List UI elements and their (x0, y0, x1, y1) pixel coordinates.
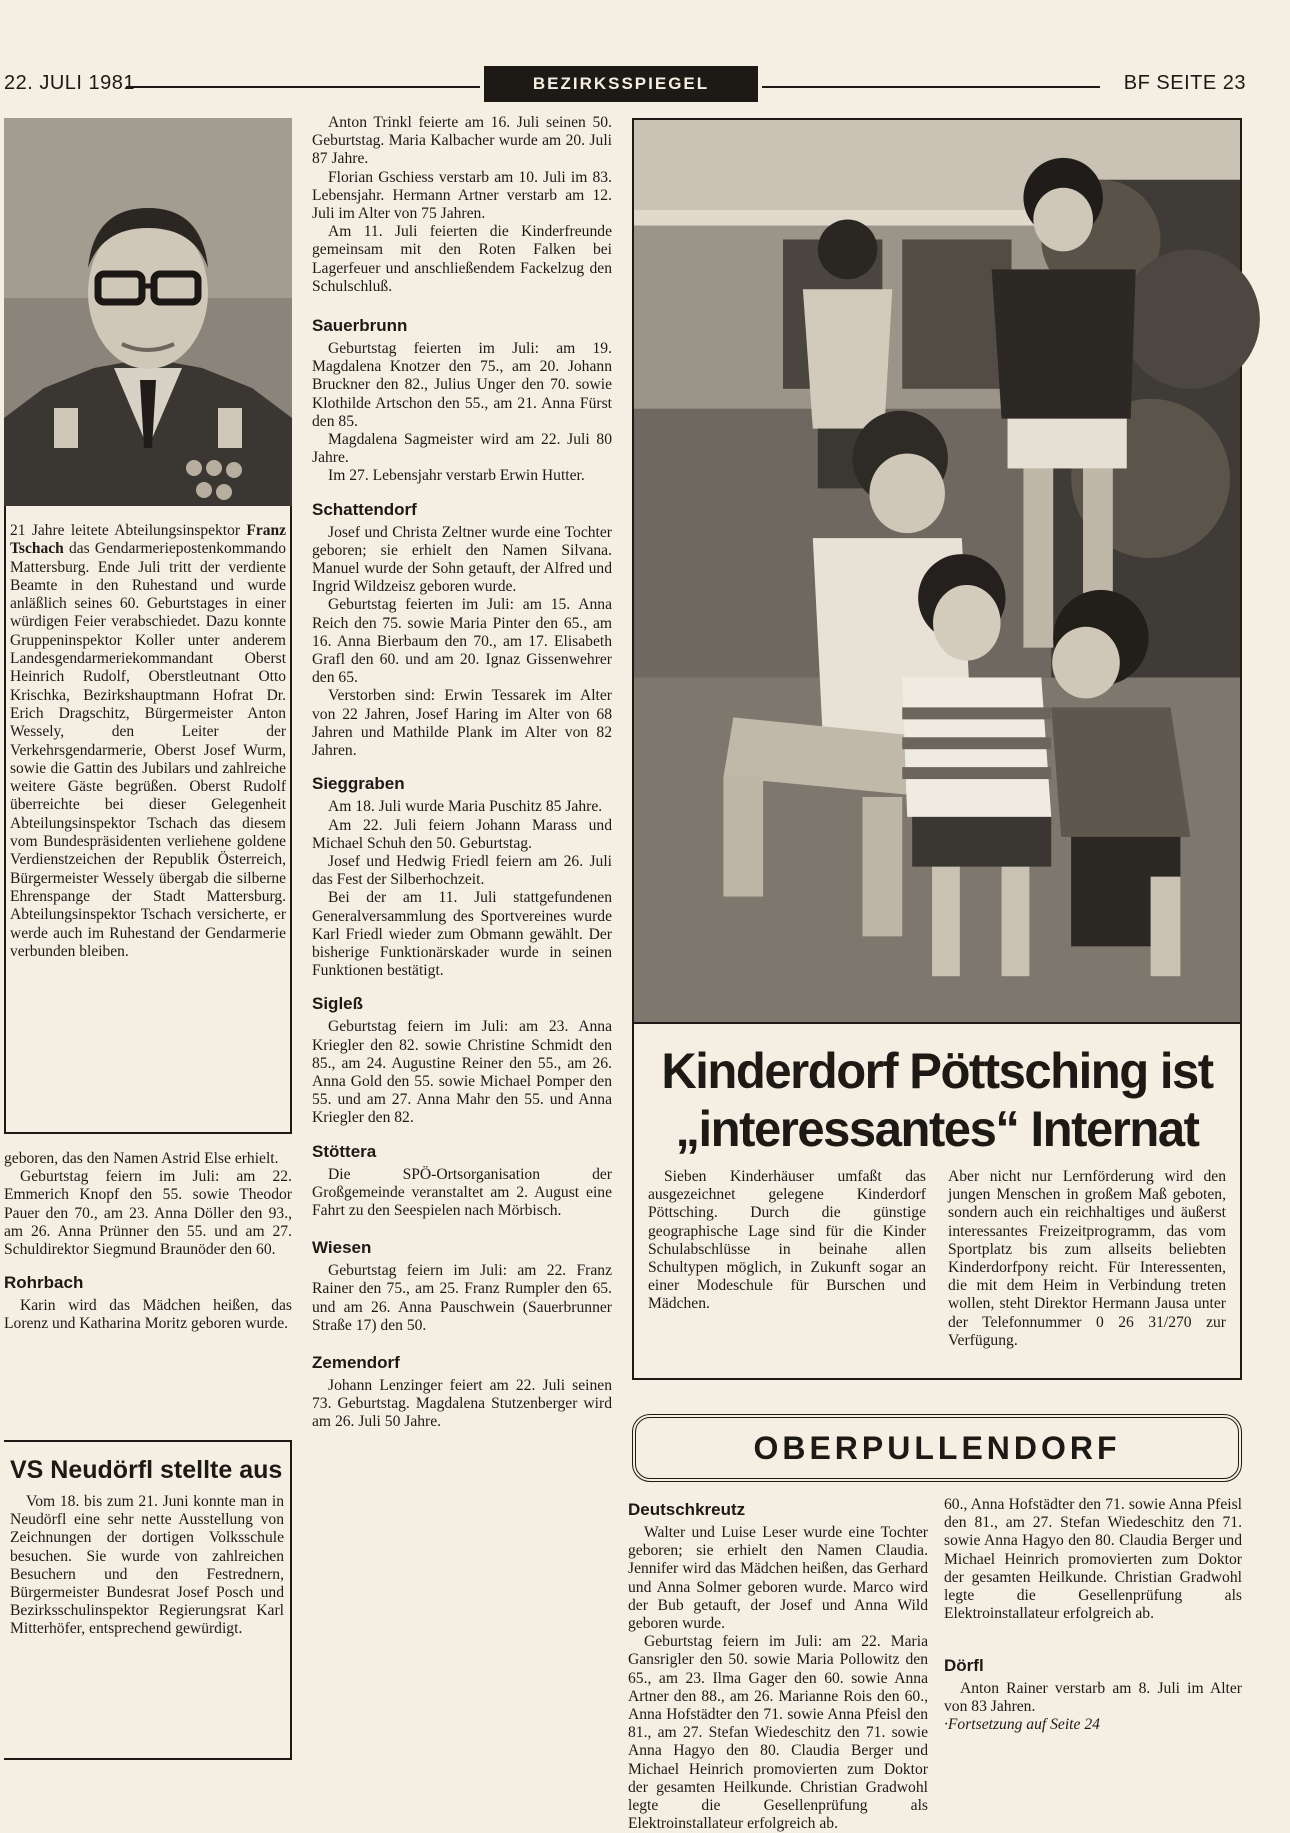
caption-name: Franz Tschach (10, 522, 286, 558)
section-label-box (484, 66, 758, 102)
heading-stoettera: Stöttera (312, 1141, 377, 1161)
col2-intro-3: Am 11. Juli feierten die Kinderfreunde gemeinsam mit den Roten Falken bei Lagerfeuer und anschließendem Fackelzug den Schulschluß. (312, 223, 612, 295)
kinderdorf-text-b: Aber nicht nur Lernförderung wird den jungen Menschen in großem Maß geboten, sondern auch ein reichhaltiges und äußerst interessantes Freizeitprogramm, das vom Sportplatz bis zum allseits beliebten Kinderdorfpony reicht. Für Interessenten, die mit dem Heim in Verbindung treten wollen, steht Direktor Hermann Jausa unter der Telefonnummer 0 26 31/270 zur Verfügung. (948, 1168, 1226, 1349)
schattendorf-p1: Josef und Christa Zeltner wurde eine Tochter geboren; sie erhielt den Namen Silvana. Manuel wurde der Sohn getauft, der Alfred und Ingrid Wildzeisz geboren wurde. (312, 523, 612, 596)
header-rule-right (762, 86, 1100, 88)
caption-part-1: 21 Jahre leitete Abteilungsinspektor (10, 522, 247, 539)
vs-neudoerfl-title: VS Neudörfl stellte aus (10, 1456, 283, 1484)
sieggraben-p3: Josef und Hedwig Friedl feiern am 26. Juli das Fest der Silberhochzeit. (312, 852, 612, 889)
header-rule-left (126, 86, 480, 88)
oberpullendorf-banner (632, 1414, 1242, 1482)
sauerbrunn-p2: Magdalena Sagmeister wird am 22. Juli 80 Jahre. (312, 431, 612, 467)
heading-deutschkreutz: Deutschkreutz (628, 1500, 746, 1519)
deutschkreutz-col (628, 1484, 928, 1833)
heading-rohrbach: Rohrbach (4, 1273, 84, 1293)
col1-p1: geboren, das den Namen Astrid Else erhielt. (4, 1150, 279, 1167)
sigless-p1: Geburtstag feiern im Juli: am 23. Anna Kriegler den 82. sowie Christine Schmidt den 85., am 24. Augustine Reiner den 55., am 26. Anna Gold den 55. sowie Michael Pomper den 55. und am 27. Anna Mahr den 55. und Anna Kriegler den 82. (312, 1018, 612, 1127)
sieggraben-p1: Am 18. Juli wurde Maria Puschitz 85 Jahre. (328, 798, 603, 816)
deutschkreutz-p2-continued: 60., Anna Hofstädter den 71. sowie Anna Pfeisl den 81., am 27. Stefan Wiedeschitz den 71. sowie Anna Hagyo den 80. Claudia Berger und Michael Heinrich promovierten zum Doktor der gesamten Heilkunde. Christian Gradwohl legte die Gesellenprüfung als Elektroinstallateur erfolgreich ab. (944, 1496, 1242, 1623)
heading-sieggraben: Sieggraben (312, 774, 405, 794)
kinderdorf-article-box (632, 1024, 1242, 1380)
deutschkreutz-p2: Geburtstag feiern im Juli: am 22. Maria Gansrigler den 50. sowie Maria Pollowitz den 65., am 23. Ilma Gager den 60. sowie Anna Artner den 88., am 26. Marianne Rois den 60., Anna Hofstädter den 71. sowie Anna Pfeisl den 81., am 27. Stefan Wiedeschitz den 71. sowie Anna Hagyo den 80. Claudia Berger und Michael Heinrich promovierten zum Doktor der gesamten Heilkunde. Christian Gradwohl legte die Gesellenprüfung als Elektroinstallateur erfolgreich ab. (628, 1633, 928, 1833)
heading-sigless: Sigleß (312, 994, 364, 1014)
heading-wiesen: Wiesen (312, 1238, 372, 1258)
portrait-caption-box (4, 506, 292, 1134)
heading-zemendorf: Zemendorf (312, 1352, 400, 1372)
heading-sauerbrunn: Sauerbrunn (312, 316, 408, 336)
vs-neudoerfl-box (4, 1440, 292, 1760)
wiesen-p1: Geburtstag feiern im Juli: am 22. Franz Rainer den 75., am 25. Franz Rumpler den 65. und am 26. Anna Pauschwein (Sauerbrunner Straße 17) den 50. (312, 1262, 612, 1334)
deutschkreutz-p1: Walter und Luise Leser wurde eine Tochter geboren; sie erhielt den Namen Claudia. Jennifer wird das Mädchen heißen, das Gerhard und Anna Solmer geboren wurde. Marco wird der Bub getauft, der Josef und Anna Wild geboren wurde. (628, 1524, 928, 1633)
sauerbrunn-p3: Im 27. Lebensjahr verstarb Erwin Hutter. (328, 467, 585, 485)
fortsetzung-link[interactable]: ·Fortsetzung auf Seite 24 (944, 1716, 1100, 1734)
section-label: BEZIRKSSPIEGEL (532, 74, 710, 93)
oberpullendorf-col2 (944, 1496, 1242, 1735)
sauerbrunn-p1: Geburtstag feierten im Juli: am 19. Magdalena Knotzer den 75., am 20. Johann Bruckner den 82., Julius Unger den 70. sowie Klothilde Artschon den 55., am 21. Anna Fürst den 85. (312, 340, 612, 430)
fortsetzung-text: Fortsetzung auf Seite 24 (947, 1716, 1100, 1734)
schattendorf-p3: Verstorben sind: Erwin Tessarek im Alter von 22 Jahren, Josef Haring im Alter von 68 Jahren und Mathilde Plank im Alter von 82 Jahren. (312, 687, 612, 760)
sieggraben-p2: Am 22. Juli feiern Johann Marass und Michael Schuh den 50. Geburtstag. (312, 816, 612, 852)
zemendorf-p1: Johann Lenzinger feiert am 22. Juli seinen 73. Geburtstag. Magdalena Stutzenberger wird am 26. Juli 50 Jahre. (312, 1376, 612, 1431)
kinderdorf-text (634, 1158, 1240, 1350)
stoettera-p1: Die SPÖ-Ortsorganisation der Großgemeinde veranstaltet am 2. August eine Fahrt zu den Seespielen nach Mörbisch. (312, 1165, 612, 1219)
kinderdorf-image (634, 120, 1240, 1022)
portrait-photo (4, 118, 292, 506)
heading-doerfl: Dörfl (944, 1656, 984, 1675)
vs-neudoerfl-text: Vom 18. bis zum 21. Juni konnte man in Neudörfl eine sehr nette Ausstellung von Zeichnungen der dortigen Volksschule besuchen. Sie wurde von zahlreichen Besuchern und den Festrednern, Bürgermeister Bundesrat Josef Posch und Bezirksschulinspektor Regierungsrat Karl Mitterhöfer, entsprechend gewürdigt. (10, 1493, 284, 1638)
sieggraben-p4: Bei der am 11. Juli stattgefundenen Generalversammlung des Sportvereines wurde Karl Friedl wieder zum Obmann gewählt. Der bisherige Funktionärskader wurde in seinen Funktionen bestätigt. (312, 889, 612, 980)
col2 (312, 114, 612, 1432)
kinderdorf-headline-1: Kinderdorf Pöttsching ist (661, 1043, 1213, 1099)
kinderdorf-headline-2: „interessantes“ Internat (675, 1101, 1199, 1157)
col1-p2: Geburtstag feiern im Juli: am 22. Emmerich Knopf den 55. sowie Theodor Pauer den 70., am 23. Anna Döller den 93., am 26. Anna Prünner den 55. und am 27. Schuldirektor Siegmund Braunöder den 60. (4, 1168, 292, 1259)
kinderdorf-photo (632, 118, 1242, 1024)
header-page-number: BF SEITE 23 (1123, 72, 1246, 94)
heading-schattendorf: Schattendorf (312, 499, 417, 519)
col2-intro-2: Florian Gschiess verstarb am 10. Juli im 83. Lebensjahr. Hermann Artner verstarb am 12. Juli im Alter von 75 Jahren. (312, 168, 612, 223)
portrait-caption (10, 522, 286, 961)
schattendorf-p2: Geburtstag feierten im Juli: am 15. Anna Reich den 75. sowie Maria Pinter den 65., am 16. Anna Bierbaum den 70., am 17. Elisabeth Grafl den 60. und am 20. Ignaz Gissenwehrer den 65. (312, 596, 612, 687)
col1-p3: Karin wird das Mädchen heißen, das Lorenz und Katharina Moritz geboren wurde. (4, 1297, 292, 1333)
col2-intro-1: Anton Trinkl feierte am 16. Juli seinen 50. Geburtstag. Maria Kalbacher wurde am 20. Juli 87 Jahre. (312, 114, 612, 168)
col1-lower (4, 1150, 292, 1334)
header-date: 22. JULI 1981 (4, 72, 136, 94)
oberpullendorf-title: OBERPULLENDORF (753, 1429, 1121, 1466)
caption-part-2: das Gendarmeriepostenkommando Mattersburg. Ende Juli tritt der verdiente Beamte in den Ruhestand und wurde anläßlich seines 60. Geburtstages in einer würdigen Feier verabschiedet. Dazu konnte Gruppeninspektor Koller unter anderem Landesgendarmeriekommandant Oberst Heinrich Rudolf, Oberstleutnant Otto Krischka, Bezirkshauptmann Hofrat Dr. Erich Dragschitz, Bürgermeister Anton Wessely, den Leiter der Verkehrsgendarmerie, Oberst Josef Wurm, sowie die Gattin des Jubilars und zahlreiche weitere Gäste begrüßen. Oberst Rudolf überreichte bei dieser Gelegenheit Abteilungsinspektor Tschach das diesem vom Bundespräsidenten verliehene goldene Verdienstzeichen der Republik Österreich, Bürgermeister Wessely übergab die silberne Ehrenspange der Stadt Mattersburg. Abteilungsinspektor Tschach versicherte, er werde auch im Ruhestand der Gendarmerie verbunden bleiben. (10, 540, 286, 960)
portrait-image (4, 118, 292, 506)
doerfl-p1: Anton Rainer verstarb am 8. Juli im Alter von 83 Jahren. (944, 1680, 1242, 1716)
kinderdorf-text-a: Sieben Kinderhäuser umfaßt das ausgezeichnet gelegene Kinderdorf Pöttsching. Durch die günstige geographische Lage sind für die Kinder Schulabschlüsse in beinahe allen Schultypen möglich, in Zukunft sogar an einer Modeschule für Burschen und Mädchen. (648, 1168, 926, 1313)
